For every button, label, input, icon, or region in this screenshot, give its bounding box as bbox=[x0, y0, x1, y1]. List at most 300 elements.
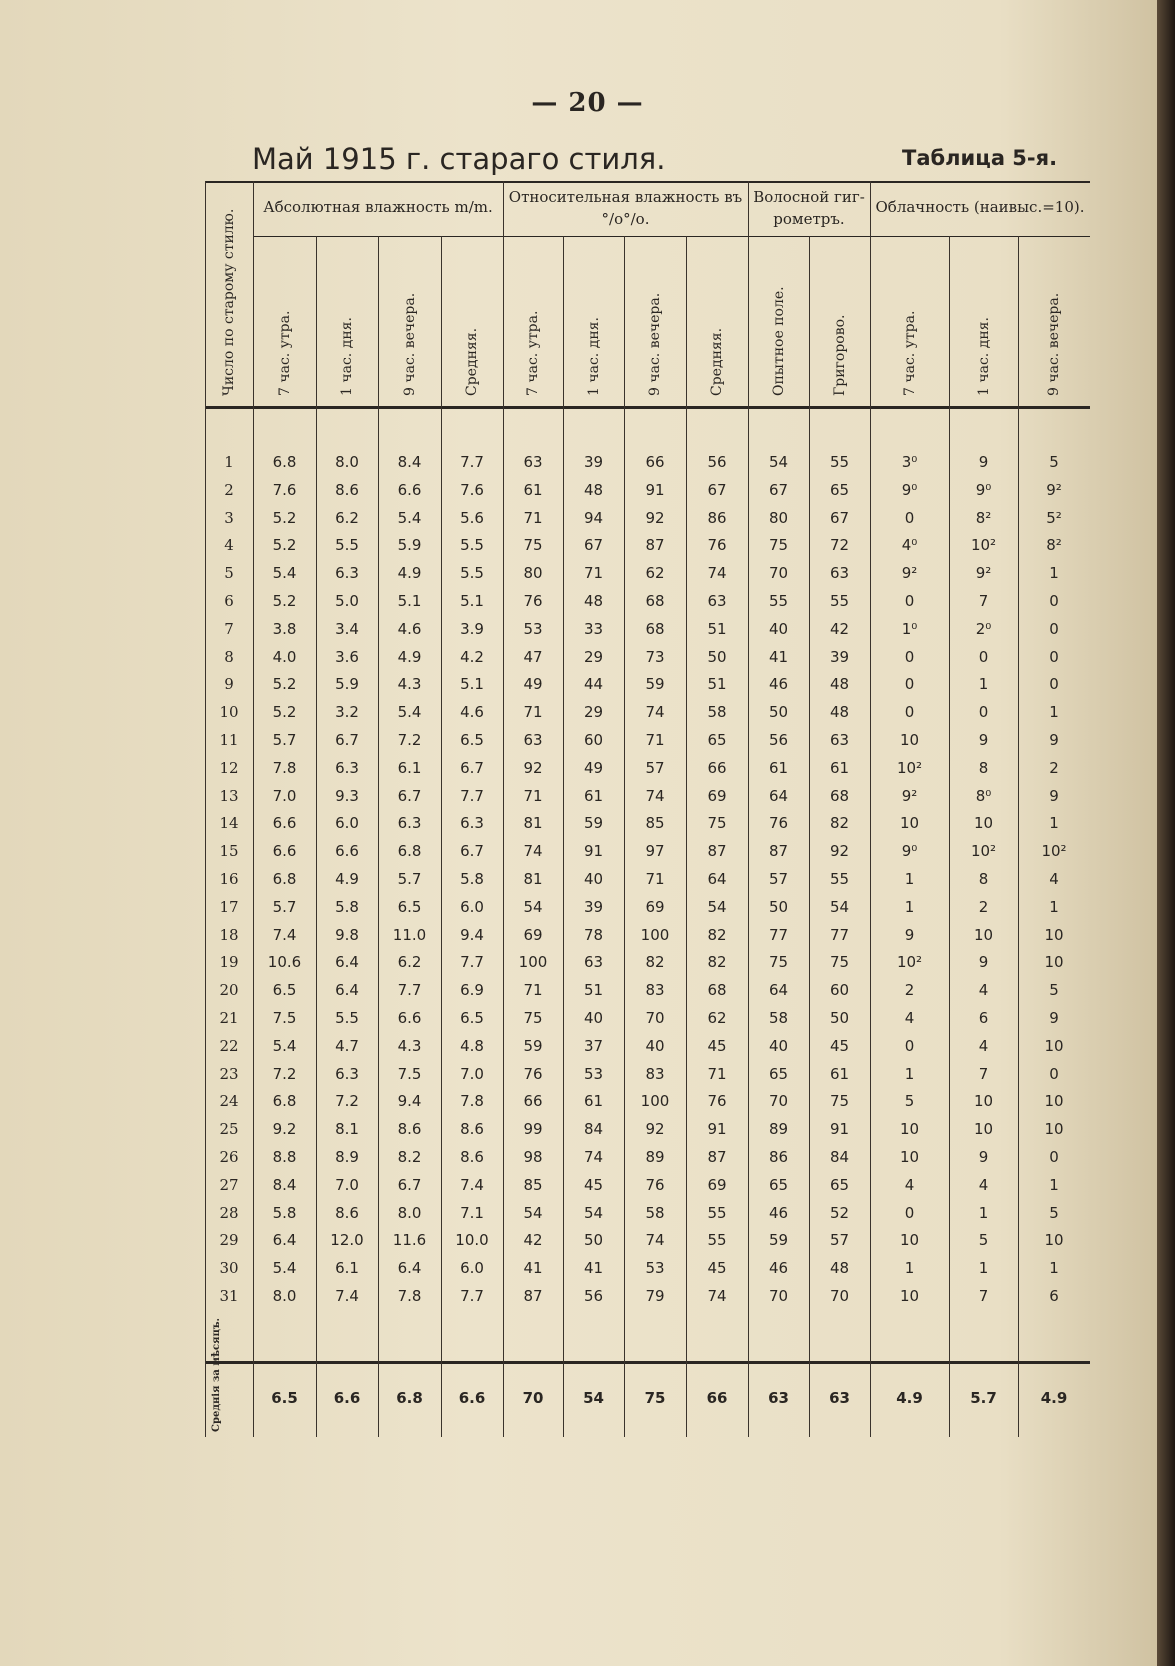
table-cell: 9² bbox=[1046, 480, 1062, 499]
table-cell: 100 bbox=[518, 953, 548, 972]
table-cell: 0 bbox=[904, 647, 915, 666]
table-cell: 50 bbox=[768, 703, 789, 722]
table-cell: 79 bbox=[645, 1287, 665, 1305]
header-t7: 7 час. утра. bbox=[276, 310, 293, 396]
table-cell: 94 bbox=[583, 508, 604, 527]
table-cell: 74 bbox=[645, 1231, 665, 1250]
table-cell: 8.6 bbox=[460, 1148, 484, 1166]
table-cell: 10 bbox=[973, 1092, 994, 1111]
table-cell: 6.1 bbox=[335, 1259, 359, 1278]
table-cell: 8.6 bbox=[335, 480, 359, 499]
table-cell: 9 bbox=[978, 1148, 989, 1166]
table-cell: 5.4 bbox=[272, 564, 297, 583]
table-cell: 4.9 bbox=[335, 870, 359, 888]
table-cell: 64 bbox=[707, 870, 727, 888]
table-cell: 6.6 bbox=[272, 814, 297, 833]
table-cell: 37 bbox=[583, 1036, 604, 1055]
table-cell: 61 bbox=[829, 1064, 850, 1083]
monthly-average: 70 bbox=[522, 1389, 544, 1407]
table-cell: 7.2 bbox=[397, 731, 422, 749]
monthly-average: 6.6 bbox=[333, 1389, 361, 1407]
table-cell: 4 bbox=[978, 1036, 989, 1055]
table-cell: 6.5 bbox=[460, 1009, 484, 1027]
header-t1: 1 час. дня. bbox=[339, 317, 355, 396]
table-cell: 47 bbox=[523, 647, 543, 666]
row-day: 25 bbox=[219, 1120, 239, 1139]
table-cell: 12.0 bbox=[330, 1231, 364, 1250]
table-cell: 5.1 bbox=[397, 592, 422, 610]
row-day: 8 bbox=[224, 647, 234, 666]
table-cell: 1 bbox=[904, 897, 915, 916]
table-cell: 6 bbox=[978, 1009, 989, 1027]
table-cell: 1 bbox=[1049, 897, 1059, 916]
table-cell: 75 bbox=[768, 953, 789, 972]
table-cell: 46 bbox=[768, 1259, 789, 1278]
table-cell: 9.3 bbox=[335, 786, 359, 805]
table-cell: 52 bbox=[829, 1203, 850, 1222]
table-cell: 80 bbox=[523, 564, 543, 583]
table-cell: 5.1 bbox=[460, 675, 484, 694]
table-cell: 10 bbox=[973, 814, 994, 833]
table-cell: 64 bbox=[768, 786, 789, 805]
table-cell: 44 bbox=[583, 675, 604, 694]
table-cell: 92 bbox=[829, 842, 850, 861]
table-cell: 7.8 bbox=[397, 1287, 422, 1305]
header-t9: 9 час. вечера. bbox=[401, 292, 418, 396]
table-cell: 91 bbox=[645, 480, 665, 499]
header-t7: 7 час. утра. bbox=[525, 310, 541, 396]
row-day: 20 bbox=[219, 981, 239, 1000]
table-cell: 9 bbox=[1049, 786, 1059, 805]
table-cell: 4 bbox=[904, 1009, 915, 1027]
table-cell: 4.8 bbox=[460, 1036, 484, 1055]
table-cell: 3.6 bbox=[335, 647, 359, 666]
group-rule-rel bbox=[503, 236, 748, 237]
table-cell: 6.3 bbox=[335, 758, 359, 777]
table-cell: 74 bbox=[583, 1148, 604, 1166]
table-cell: 68 bbox=[829, 786, 850, 805]
table-cell: 6.7 bbox=[460, 758, 484, 777]
monthly-average: 6.5 bbox=[271, 1389, 298, 1407]
table-cell: 5.5 bbox=[460, 564, 484, 583]
table-cell: 39 bbox=[829, 647, 850, 666]
table-cell: 0 bbox=[904, 1203, 915, 1222]
table-cell: 65 bbox=[707, 731, 727, 749]
table-cell: 49 bbox=[523, 675, 543, 694]
table-cell: 74 bbox=[645, 703, 665, 722]
table-cell: 71 bbox=[645, 731, 665, 749]
table-cell: 70 bbox=[645, 1009, 665, 1027]
table-cell: 74 bbox=[523, 842, 543, 861]
table-cell: 69 bbox=[707, 786, 727, 805]
header-t9: 9 час. вечера. bbox=[1046, 292, 1062, 396]
table-cell: 78 bbox=[583, 925, 604, 944]
table-cell: 9 bbox=[978, 731, 989, 749]
table-cell: 45 bbox=[829, 1036, 850, 1055]
row-day: 28 bbox=[219, 1203, 239, 1222]
header-t1: 1 час. дня. bbox=[585, 317, 602, 396]
row-day: 30 bbox=[219, 1259, 239, 1278]
table-cell: 5 bbox=[978, 1231, 989, 1250]
table-cell: 6.8 bbox=[397, 842, 422, 861]
table-cell: 9 bbox=[904, 925, 915, 944]
table-cell: 7.5 bbox=[272, 1009, 297, 1027]
header-bottom-rule bbox=[205, 406, 1090, 409]
header-cloudiness: Облачность (наивыс.=10). bbox=[875, 198, 1085, 216]
row-day: 26 bbox=[219, 1148, 239, 1166]
table-cell: 51 bbox=[583, 981, 604, 1000]
monthly-average: 6.6 bbox=[458, 1389, 486, 1407]
table-cell: 2 bbox=[904, 981, 915, 1000]
table-cell: 71 bbox=[645, 870, 665, 888]
table-cell: 4.7 bbox=[335, 1036, 359, 1055]
table-cell: 56 bbox=[707, 453, 727, 471]
table-cell: 9.8 bbox=[335, 925, 359, 944]
table-cell: 6.8 bbox=[272, 453, 297, 471]
table-cell: 46 bbox=[768, 1203, 789, 1222]
table-cell: 6.3 bbox=[397, 814, 422, 833]
table-cell: 6.0 bbox=[460, 897, 484, 916]
table-cell: 3⁰ bbox=[901, 453, 918, 471]
table-cell: 6.9 bbox=[460, 981, 484, 1000]
table-cell: 7.2 bbox=[335, 1092, 359, 1111]
table-cell: 9.4 bbox=[460, 925, 484, 944]
row-day: 24 bbox=[219, 1092, 239, 1111]
table-cell: 70 bbox=[829, 1287, 850, 1305]
table-cell: 7 bbox=[978, 1287, 989, 1305]
table-cell: 40 bbox=[583, 1009, 604, 1027]
table-cell: 86 bbox=[768, 1148, 789, 1166]
table-cell: 6.5 bbox=[397, 897, 422, 916]
header-t7: 7 час. утра. bbox=[901, 310, 918, 396]
table-cell: 6.3 bbox=[460, 814, 484, 833]
table-cell: 8.9 bbox=[335, 1148, 359, 1166]
table-cell: 82 bbox=[645, 953, 665, 972]
monthly-average: 4.9 bbox=[896, 1389, 923, 1407]
header-hygrometer: Волосной гиг-рометръ. bbox=[753, 188, 865, 228]
table-cell: 76 bbox=[523, 592, 543, 610]
row-day: 6 bbox=[224, 592, 234, 610]
monthly-average: 63 bbox=[829, 1389, 850, 1407]
row-day: 5 bbox=[224, 564, 234, 583]
table-cell: 49 bbox=[583, 758, 604, 777]
header-abs-humidity: Абсолютная влажность m/m. bbox=[263, 198, 493, 216]
table-cell: 48 bbox=[583, 592, 604, 610]
table-cell: 4 bbox=[1049, 870, 1059, 888]
table-cell: 6.4 bbox=[335, 953, 359, 972]
table-cell: 5.2 bbox=[272, 536, 297, 555]
table-cell: 83 bbox=[645, 1064, 665, 1083]
table-cell: 48 bbox=[829, 675, 850, 694]
table-cell: 10 bbox=[1044, 953, 1064, 972]
table-cell: 60 bbox=[829, 981, 850, 1000]
table-cell: 1 bbox=[1049, 1259, 1059, 1278]
table-cell: 10 bbox=[973, 925, 994, 944]
table-cell: 33 bbox=[583, 619, 604, 638]
table-cell: 64 bbox=[768, 981, 789, 1000]
row-day: 4 bbox=[224, 536, 234, 555]
table-cell: 5.7 bbox=[272, 897, 297, 916]
table-cell: 58 bbox=[645, 1203, 665, 1222]
table-cell: 4.9 bbox=[397, 647, 422, 666]
table-cell: 87 bbox=[768, 842, 789, 861]
table-cell: 5.8 bbox=[272, 1203, 297, 1222]
table-cell: 7.7 bbox=[460, 1287, 484, 1305]
table-cell: 11.0 bbox=[392, 925, 427, 944]
header-mean: Средняя. bbox=[709, 327, 725, 396]
table-cell: 7.5 bbox=[397, 1064, 422, 1083]
table-cell: 0 bbox=[1049, 675, 1059, 694]
table-cell: 59 bbox=[583, 814, 604, 833]
table-cell: 2⁰ bbox=[975, 619, 992, 638]
table-cell: 92 bbox=[645, 508, 665, 527]
table-cell: 100 bbox=[640, 1092, 670, 1111]
table-cell: 54 bbox=[583, 1203, 604, 1222]
table-cell: 45 bbox=[707, 1259, 727, 1278]
table-cell: 4 bbox=[978, 1175, 989, 1194]
table-cell: 4.3 bbox=[397, 1036, 422, 1055]
table-cell: 71 bbox=[523, 508, 543, 527]
table-cell: 92 bbox=[645, 1120, 665, 1139]
table-cell: 4 bbox=[978, 981, 989, 1000]
table-cell: 6.3 bbox=[335, 564, 359, 583]
table-cell: 5.2 bbox=[272, 508, 297, 527]
table-cell: 5 bbox=[1049, 453, 1059, 471]
table-cell: 55 bbox=[829, 870, 850, 888]
table-cell: 0 bbox=[1049, 647, 1059, 666]
table-cell: 9 bbox=[1049, 1009, 1059, 1027]
table-cell: 46 bbox=[768, 675, 789, 694]
row-day: 18 bbox=[219, 925, 239, 944]
table-cell: 5.9 bbox=[397, 536, 422, 555]
table-cell: 75 bbox=[707, 814, 727, 833]
row-day: 3 bbox=[224, 508, 234, 527]
table-cell: 82 bbox=[707, 953, 727, 972]
table-cell: 63 bbox=[829, 564, 850, 583]
page-title: Май 1915 г. стараго стиля. bbox=[252, 142, 666, 176]
table-cell: 10² bbox=[1041, 842, 1067, 861]
binding-edge bbox=[1157, 0, 1175, 1666]
table-cell: 5.4 bbox=[397, 508, 422, 527]
table-cell: 1 bbox=[1049, 703, 1059, 722]
table-cell: 77 bbox=[829, 925, 850, 944]
table-cell: 66 bbox=[523, 1092, 543, 1111]
row-day: 27 bbox=[219, 1175, 239, 1194]
table-cell: 11.6 bbox=[392, 1231, 427, 1250]
row-day: 14 bbox=[219, 814, 239, 833]
table-cell: 6.7 bbox=[397, 1175, 422, 1194]
table-cell: 8² bbox=[975, 508, 992, 527]
table-cell: 75 bbox=[523, 536, 543, 555]
table-cell: 71 bbox=[523, 786, 543, 805]
table-cell: 41 bbox=[583, 1259, 604, 1278]
table-cell: 6.0 bbox=[460, 1259, 484, 1278]
row-day: 11 bbox=[219, 731, 239, 749]
header-t1: 1 час. дня. bbox=[975, 317, 992, 396]
header-t9: 9 час. вечера. bbox=[647, 292, 663, 396]
table-cell: 9 bbox=[1049, 731, 1059, 749]
table-cell: 10 bbox=[1044, 925, 1064, 944]
table-cell: 69 bbox=[707, 1175, 727, 1194]
table-cell: 50 bbox=[829, 1009, 850, 1027]
table-cell: 63 bbox=[829, 731, 850, 749]
table-cell: 48 bbox=[829, 1259, 850, 1278]
table-cell: 76 bbox=[707, 536, 727, 555]
table-cell: 72 bbox=[829, 536, 850, 555]
table-cell: 59 bbox=[645, 675, 665, 694]
table-cell: 55 bbox=[707, 1231, 727, 1250]
table-cell: 83 bbox=[645, 981, 665, 1000]
table-cell: 5.4 bbox=[397, 703, 422, 722]
table-cell: 71 bbox=[583, 564, 604, 583]
table-cell: 86 bbox=[707, 508, 727, 527]
table-cell: 10² bbox=[896, 758, 923, 777]
table-cell: 8.0 bbox=[272, 1287, 297, 1305]
table-cell: 91 bbox=[829, 1120, 850, 1139]
table-cell: 10² bbox=[970, 842, 997, 861]
row-day: 29 bbox=[219, 1231, 239, 1250]
table-cell: 63 bbox=[523, 731, 543, 749]
table-cell: 71 bbox=[707, 1064, 727, 1083]
table-cell: 99 bbox=[523, 1120, 543, 1139]
table-cell: 29 bbox=[583, 647, 604, 666]
table-cell: 6.7 bbox=[335, 731, 359, 749]
table-cell: 9⁰ bbox=[901, 480, 918, 499]
table-cell: 7.0 bbox=[335, 1175, 359, 1194]
table-cell: 5² bbox=[1046, 508, 1062, 527]
table-cell: 8 bbox=[978, 870, 989, 888]
table-cell: 80 bbox=[768, 508, 789, 527]
table-cell: 0 bbox=[904, 592, 915, 610]
body-end-rule bbox=[205, 1361, 1090, 1364]
table-cell: 66 bbox=[707, 758, 727, 777]
table-cell: 5.7 bbox=[397, 870, 422, 888]
table-cell: 10² bbox=[896, 953, 923, 972]
table-cell: 10 bbox=[899, 1287, 920, 1305]
table-cell: 8² bbox=[1046, 536, 1062, 555]
table-cell: 5.5 bbox=[335, 536, 359, 555]
table-cell: 61 bbox=[583, 1092, 604, 1111]
table-cell: 8.2 bbox=[397, 1148, 422, 1166]
table-cell: 10² bbox=[970, 536, 997, 555]
table-cell: 9.4 bbox=[397, 1092, 422, 1111]
table-cell: 2 bbox=[1049, 758, 1059, 777]
table-cell: 67 bbox=[829, 508, 850, 527]
table-cell: 7.6 bbox=[272, 480, 297, 499]
table-cell: 65 bbox=[829, 1175, 850, 1194]
table-cell: 8.8 bbox=[272, 1148, 297, 1166]
table-cell: 10.0 bbox=[455, 1231, 489, 1250]
table-cell: 91 bbox=[583, 842, 604, 861]
table-cell: 7.8 bbox=[272, 758, 297, 777]
row-day: 12 bbox=[219, 758, 239, 777]
table-cell: 74 bbox=[707, 564, 727, 583]
row-day: 1 bbox=[224, 453, 234, 471]
monthly-average: 75 bbox=[644, 1389, 666, 1407]
table-cell: 40 bbox=[645, 1036, 665, 1055]
table-cell: 45 bbox=[583, 1175, 604, 1194]
table-cell: 6.5 bbox=[460, 731, 484, 749]
table-cell: 75 bbox=[768, 536, 789, 555]
table-cell: 40 bbox=[768, 1036, 789, 1055]
group-rule-cloud bbox=[870, 236, 1090, 237]
table-cell: 0 bbox=[1049, 1064, 1059, 1083]
table-cell: 6 bbox=[1049, 1287, 1059, 1305]
table-cell: 7 bbox=[978, 592, 989, 610]
table-cell: 70 bbox=[768, 1092, 789, 1111]
table-cell: 29 bbox=[583, 703, 604, 722]
table-cell: 39 bbox=[583, 897, 604, 916]
table-cell: 67 bbox=[583, 536, 604, 555]
table-cell: 10 bbox=[1044, 1092, 1064, 1111]
table-cell: 5 bbox=[904, 1092, 915, 1111]
table-cell: 6.2 bbox=[397, 953, 422, 972]
table-cell: 74 bbox=[645, 786, 665, 805]
table-cell: 74 bbox=[707, 1287, 727, 1305]
table-cell: 5.2 bbox=[272, 592, 297, 610]
table-cell: 62 bbox=[707, 1009, 727, 1027]
table-cell: 87 bbox=[523, 1287, 543, 1305]
table-cell: 50 bbox=[583, 1231, 604, 1250]
table-cell: 10 bbox=[1044, 1231, 1064, 1250]
table-cell: 6.6 bbox=[272, 842, 297, 861]
table-cell: 7.6 bbox=[460, 480, 484, 499]
table-cell: 6.4 bbox=[397, 1259, 422, 1278]
table-cell: 6.4 bbox=[335, 981, 359, 1000]
table-cell: 7.4 bbox=[335, 1287, 359, 1305]
table-cell: 50 bbox=[707, 647, 727, 666]
table-cell: 1⁰ bbox=[901, 619, 918, 638]
table-cell: 54 bbox=[768, 453, 789, 471]
table-cell: 10 bbox=[899, 814, 920, 833]
table-cell: 7.0 bbox=[460, 1064, 484, 1083]
table-cell: 5.6 bbox=[460, 508, 484, 527]
table-cell: 0 bbox=[904, 508, 915, 527]
row-day: 2 bbox=[224, 480, 234, 499]
table-cell: 82 bbox=[829, 814, 850, 833]
table-cell: 0 bbox=[904, 1036, 915, 1055]
table-cell: 8 bbox=[978, 758, 989, 777]
table-cell: 71 bbox=[523, 703, 543, 722]
table-cell: 4.3 bbox=[397, 675, 422, 694]
table-cell: 63 bbox=[707, 592, 727, 610]
monthly-average: 5.7 bbox=[970, 1389, 997, 1407]
table-cell: 54 bbox=[523, 1203, 543, 1222]
table-cell: 76 bbox=[707, 1092, 727, 1111]
table-cell: 98 bbox=[523, 1148, 543, 1166]
table-cell: 68 bbox=[645, 619, 665, 638]
table-cell: 8.1 bbox=[335, 1120, 359, 1139]
table-cell: 66 bbox=[645, 453, 665, 471]
table-cell: 77 bbox=[768, 925, 789, 944]
table-cell: 8.6 bbox=[335, 1203, 359, 1222]
table-cell: 7.7 bbox=[460, 953, 484, 972]
table-cell: 3.4 bbox=[335, 619, 359, 638]
table-cell: 42 bbox=[523, 1231, 543, 1250]
table-cell: 6.7 bbox=[460, 842, 484, 861]
table-cell: 1 bbox=[1049, 814, 1059, 833]
row-day: 17 bbox=[219, 897, 239, 916]
row-day: 10 bbox=[219, 703, 239, 722]
table-cell: 61 bbox=[583, 786, 604, 805]
table-cell: 6.1 bbox=[397, 758, 422, 777]
table-cell: 0 bbox=[904, 703, 915, 722]
table-cell: 5 bbox=[1049, 1203, 1059, 1222]
table-cell: 8.4 bbox=[397, 453, 422, 471]
table-cell: 2 bbox=[978, 897, 989, 916]
table-cell: 0 bbox=[978, 647, 989, 666]
table-cell: 45 bbox=[707, 1036, 727, 1055]
